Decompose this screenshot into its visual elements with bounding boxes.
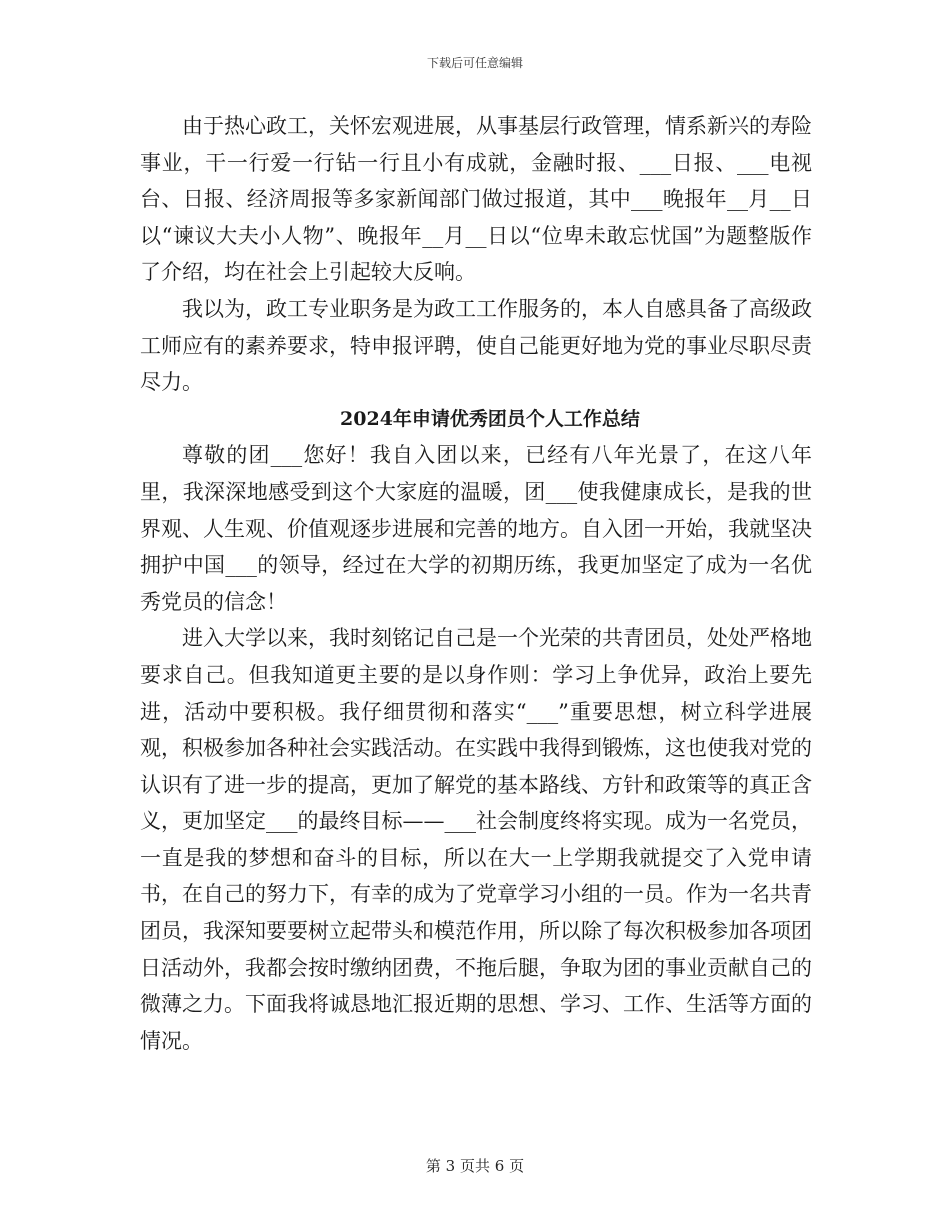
paragraph-university: 进入大学以来，我时刻铭记自己是一个光荣的共青团员，处处严格地要求自己。但我知道更主要的是以身作则：学习上争优异，政治上要先进，活动中要积极。我仔细贯彻和落实“___”重要思想，树立科学进展观，积极参加各种社会实践活动。在实践中我得到锻炼，这也使我对党的认识有了进一步的提高，更加了解党的基本路线、方针和政策等的真正含义，更加坚定___的最终目标——___社会制度终将实现。成为一名党员，一直是我的梦想和奋斗的目标，所以在大一上学期我就提交了入党申请书，在自己的努力下，有幸的成为了党章学习小组的一员。作为一名共青团员，我深知要要树立起带头和模范作用，所以除了每次积极参加各项团日活动外，我都会按时缴纳团费，不拖后腿，争取为团的事业贡献自己的微薄之力。下面我将诚恳地汇报近期的思想、学习、工作、生活等方面的情况。	[140, 626, 812, 1053]
document-body	[140, 108, 812, 1059]
page-header: 下载后可任意编辑	[426, 56, 523, 70]
page-footer: 第 3 页共 6 页	[425, 1157, 525, 1175]
paragraph-honors: 由于热心政工，关怀宏观进展，从事基层行政管理，情系新兴的寿险事业，干一行爱一行钻一行且小有成就，金融时报、___日报、___电视台、日报、经济周报等多家新闻部门做过报道，其中___晚报年__月__日以“谏议大夫小人物”、晚报年__月__日以“位卑未敢忘忧国”为题整版作了介绍，均在社会上引起较大反响。	[140, 114, 812, 285]
paragraph-application: 我以为，政工专业职务是为政工工作服务的，本人自感具备了高级政工师应有的素养要求，特申报评聘，使自己能更好地为党的事业尽职尽责尽力。	[140, 296, 812, 395]
paragraph-greeting: 尊敬的团___您好！我自入团以来，已经有八年光景了，在这八年里，我深深地感受到这个大家庭的温暖，团___使我健康成长，是我的世界观、人生观、价值观逐步进展和完善的地方。自入团一开始，我就坚决拥护中国___的领导，经过在大学的初期历练，我更加坚定了成为一名优秀党员的信念！	[140, 443, 812, 614]
section-heading: 2024年申请优秀团员个人工作总结	[340, 407, 640, 430]
